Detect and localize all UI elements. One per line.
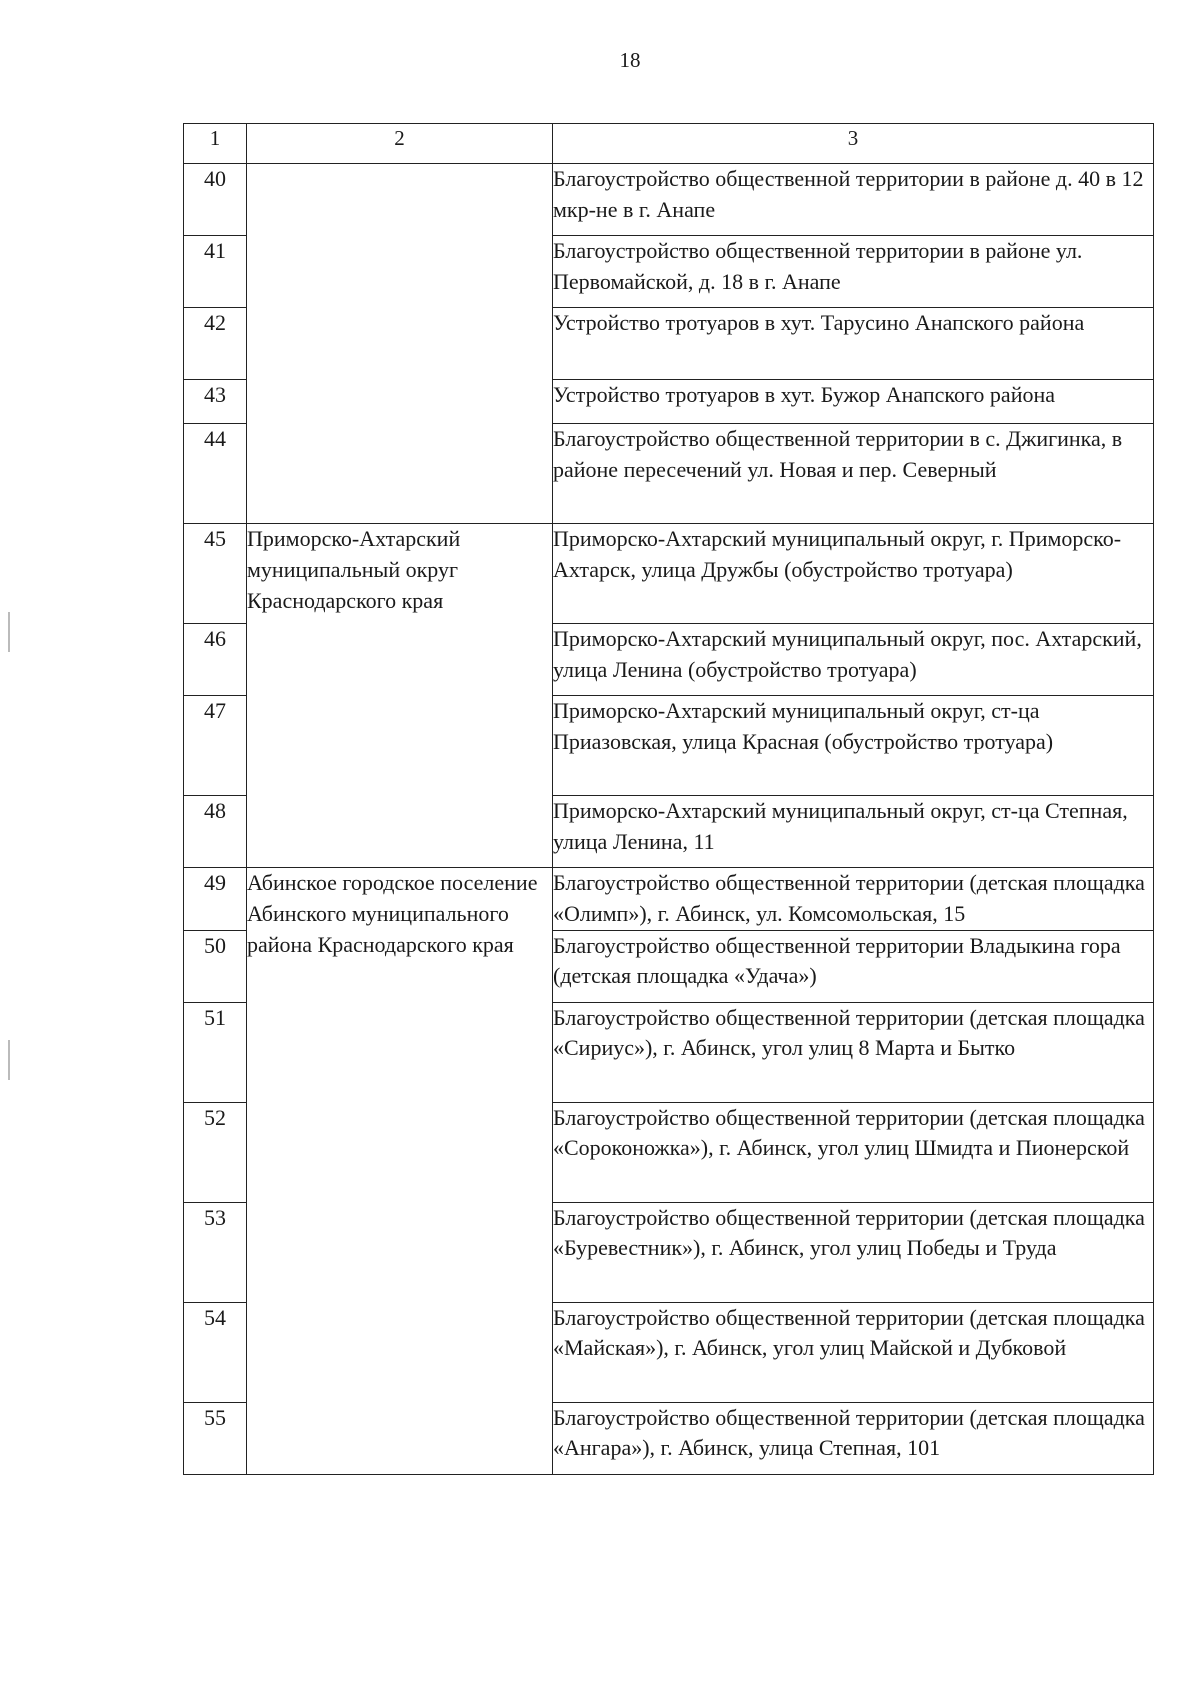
row-number: 53 (184, 1202, 247, 1302)
page-number: 18 (619, 48, 641, 72)
row-description: Приморско-Ахтарский муниципальный округ, ст-ца Приазовская, улица Красная (обустройство тротуара) (553, 696, 1154, 796)
row-description: Благоустройство общественной территории (детская площадка «Майская»), г. Абинск, угол улиц Майской и Дубковой (553, 1302, 1154, 1402)
table-row (184, 164, 1154, 236)
table-row (184, 868, 1154, 931)
region-cell: Абинское городское поселение Абинского муниципального района Краснодарского края (247, 868, 553, 1475)
row-number: 45 (184, 524, 247, 624)
row-number: 48 (184, 796, 247, 868)
row-description: Благоустройство общественной территории в районе ул. Первомайской, д. 18 в г. Анапе (553, 236, 1154, 308)
table-header-row (184, 124, 1154, 164)
row-number: 47 (184, 696, 247, 796)
row-description: Благоустройство общественной территории Владыкина гора (детская площадка «Удача») (553, 930, 1154, 1002)
row-description: Благоустройство общественной территории (детская площадка «Буревестник»), г. Абинск, угол улиц Победы и Труда (553, 1202, 1154, 1302)
scan-artifact (8, 612, 10, 652)
row-number: 42 (184, 308, 247, 380)
column-header-3: 3 (553, 124, 1154, 164)
scan-artifact (8, 1040, 10, 1080)
row-number: 49 (184, 868, 247, 931)
row-description: Приморско-Ахтарский муниципальный округ, ст-ца Степная, улица Ленина, 11 (553, 796, 1154, 868)
row-number: 50 (184, 930, 247, 1002)
table-row (184, 524, 1154, 624)
column-header-2: 2 (247, 124, 553, 164)
row-number: 51 (184, 1002, 247, 1102)
row-description: Благоустройство общественной территории (детская площадка «Сириус»), г. Абинск, угол улиц 8 Марта и Бытко (553, 1002, 1154, 1102)
projects-table (183, 123, 1154, 1475)
row-description: Благоустройство общественной территории в с. Джигинка, в районе пересечений ул. Новая и пер. Северный (553, 424, 1154, 524)
row-description: Устройство тротуаров в хут. Бужор Анапского района (553, 380, 1154, 424)
row-number: 44 (184, 424, 247, 524)
row-description: Приморско-Ахтарский муниципальный округ, пос. Ахтарский, улица Ленина (обустройство тротуара) (553, 624, 1154, 696)
region-cell (247, 164, 553, 524)
row-description: Благоустройство общественной территории (детская площадка «Ангара»), г. Абинск, улица Степная, 101 (553, 1402, 1154, 1474)
row-number: 40 (184, 164, 247, 236)
row-description: Благоустройство общественной территории (детская площадка «Олимп»), г. Абинск, ул. Комсомольская, 15 (553, 868, 1154, 931)
row-number: 55 (184, 1402, 247, 1474)
row-description: Приморско-Ахтарский муниципальный округ, г. Приморско-Ахтарск, улица Дружбы (обустройство тротуара) (553, 524, 1154, 624)
column-header-1: 1 (184, 124, 247, 164)
row-number: 43 (184, 380, 247, 424)
row-number: 46 (184, 624, 247, 696)
row-description: Благоустройство общественной территории в районе д. 40 в 12 мкр-не в г. Анапе (553, 164, 1154, 236)
row-number: 52 (184, 1102, 247, 1202)
region-cell: Приморско-Ахтарский муниципальный округ Краснодарского края (247, 524, 553, 868)
row-description: Устройство тротуаров в хут. Тарусино Анапского района (553, 308, 1154, 380)
row-number: 54 (184, 1302, 247, 1402)
row-number: 41 (184, 236, 247, 308)
row-description: Благоустройство общественной территории (детская площадка «Сороконожка»), г. Абинск, угол улиц Шмидта и Пионерской (553, 1102, 1154, 1202)
